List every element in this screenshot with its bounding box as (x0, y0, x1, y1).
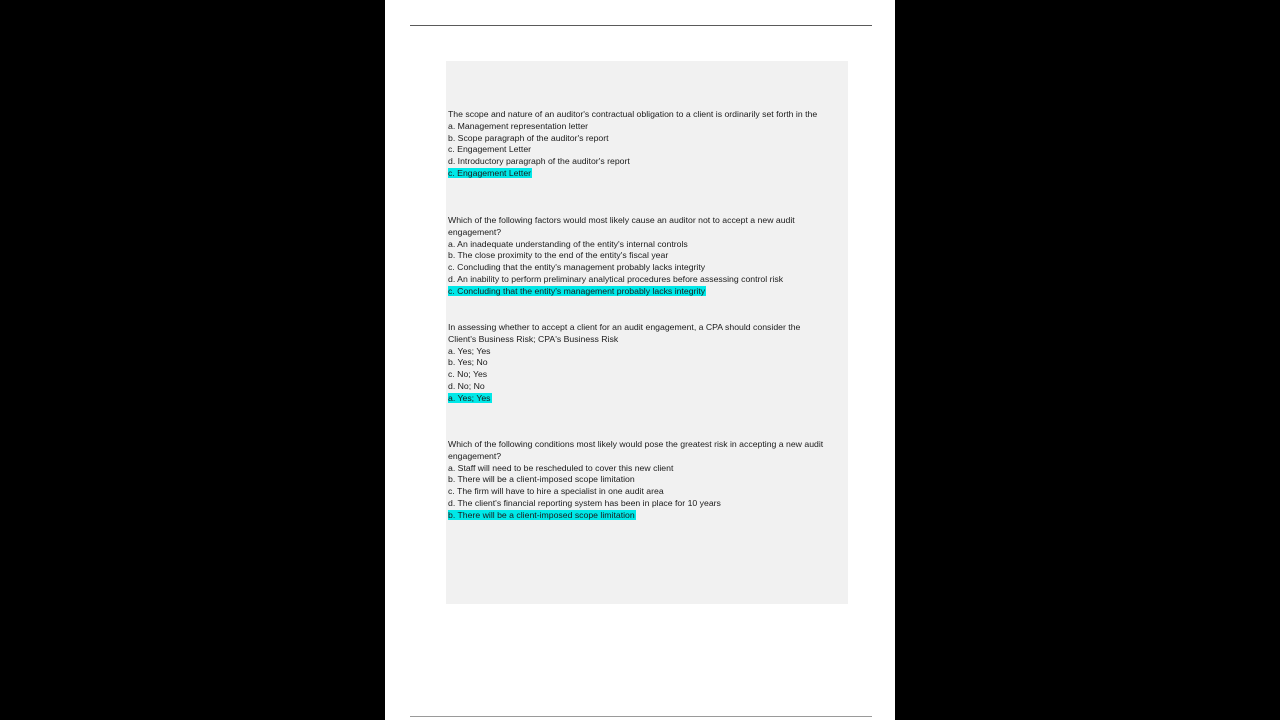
answer-highlight: c. Engagement Letter (448, 167, 532, 178)
option-c: c. The firm will have to hire a specialist in one audit area (448, 486, 664, 497)
question-stem: The scope and nature of an auditor's contractual obligation to a client is ordinarily set forth in the (448, 109, 818, 119)
option-a: a. Management representation letter (448, 120, 589, 131)
answer-highlight: a. Yes; Yes (448, 392, 491, 403)
answer-line (448, 168, 848, 180)
answer-line (448, 393, 848, 405)
option-b: b. Scope paragraph of the auditor's report (448, 132, 609, 143)
option-c: c. Concluding that the entity's management probably lacks integrity (448, 262, 706, 273)
option-a: a. Staff will need to be rescheduled to cover this new client (448, 462, 674, 473)
header-rule (410, 25, 872, 26)
question-block (448, 439, 848, 522)
option-b: b. The close proximity to the end of the entity's fiscal year (448, 250, 669, 261)
question-subheading: Client's Business Risk; CPA's Business Risk (448, 333, 619, 344)
option-d: d. Introductory paragraph of the auditor's report (448, 156, 630, 167)
option-a: a. Yes; Yes (448, 345, 491, 356)
answer-highlight: b. There will be a client-imposed scope limitation (448, 509, 635, 520)
option-b: b. There will be a client-imposed scope limitation (448, 474, 635, 485)
answer-highlight: c. Concluding that the entity's management probably lacks integrity (448, 285, 706, 296)
document-page (385, 0, 895, 720)
answer-line (448, 510, 848, 522)
question-stem: Which of the following conditions most likely would pose the greatest risk in accepting a new audit engagement? (448, 439, 824, 461)
option-d: d. No; No (448, 380, 485, 391)
question-block (448, 215, 848, 298)
option-d: d. The client's financial reporting system has been in place for 10 years (448, 497, 721, 508)
content-panel (446, 61, 848, 604)
option-a: a. An inadequate understanding of the entity's internal controls (448, 238, 688, 249)
question-stem: Which of the following factors would most likely cause an auditor not to accept a new audit engagement? (448, 215, 795, 237)
option-c: c. No; Yes (448, 369, 488, 380)
question-stem: In assessing whether to accept a client for an audit engagement, a CPA should consider the (448, 322, 801, 332)
option-d: d. An inability to perform preliminary analytical procedures before assessing control risk (448, 273, 784, 284)
option-b: b. Yes; No (448, 357, 488, 368)
question-block (448, 322, 848, 405)
option-c: c. Engagement Letter (448, 144, 532, 155)
footer-rule (410, 716, 872, 717)
question-block (448, 109, 848, 180)
answer-line (448, 286, 848, 298)
